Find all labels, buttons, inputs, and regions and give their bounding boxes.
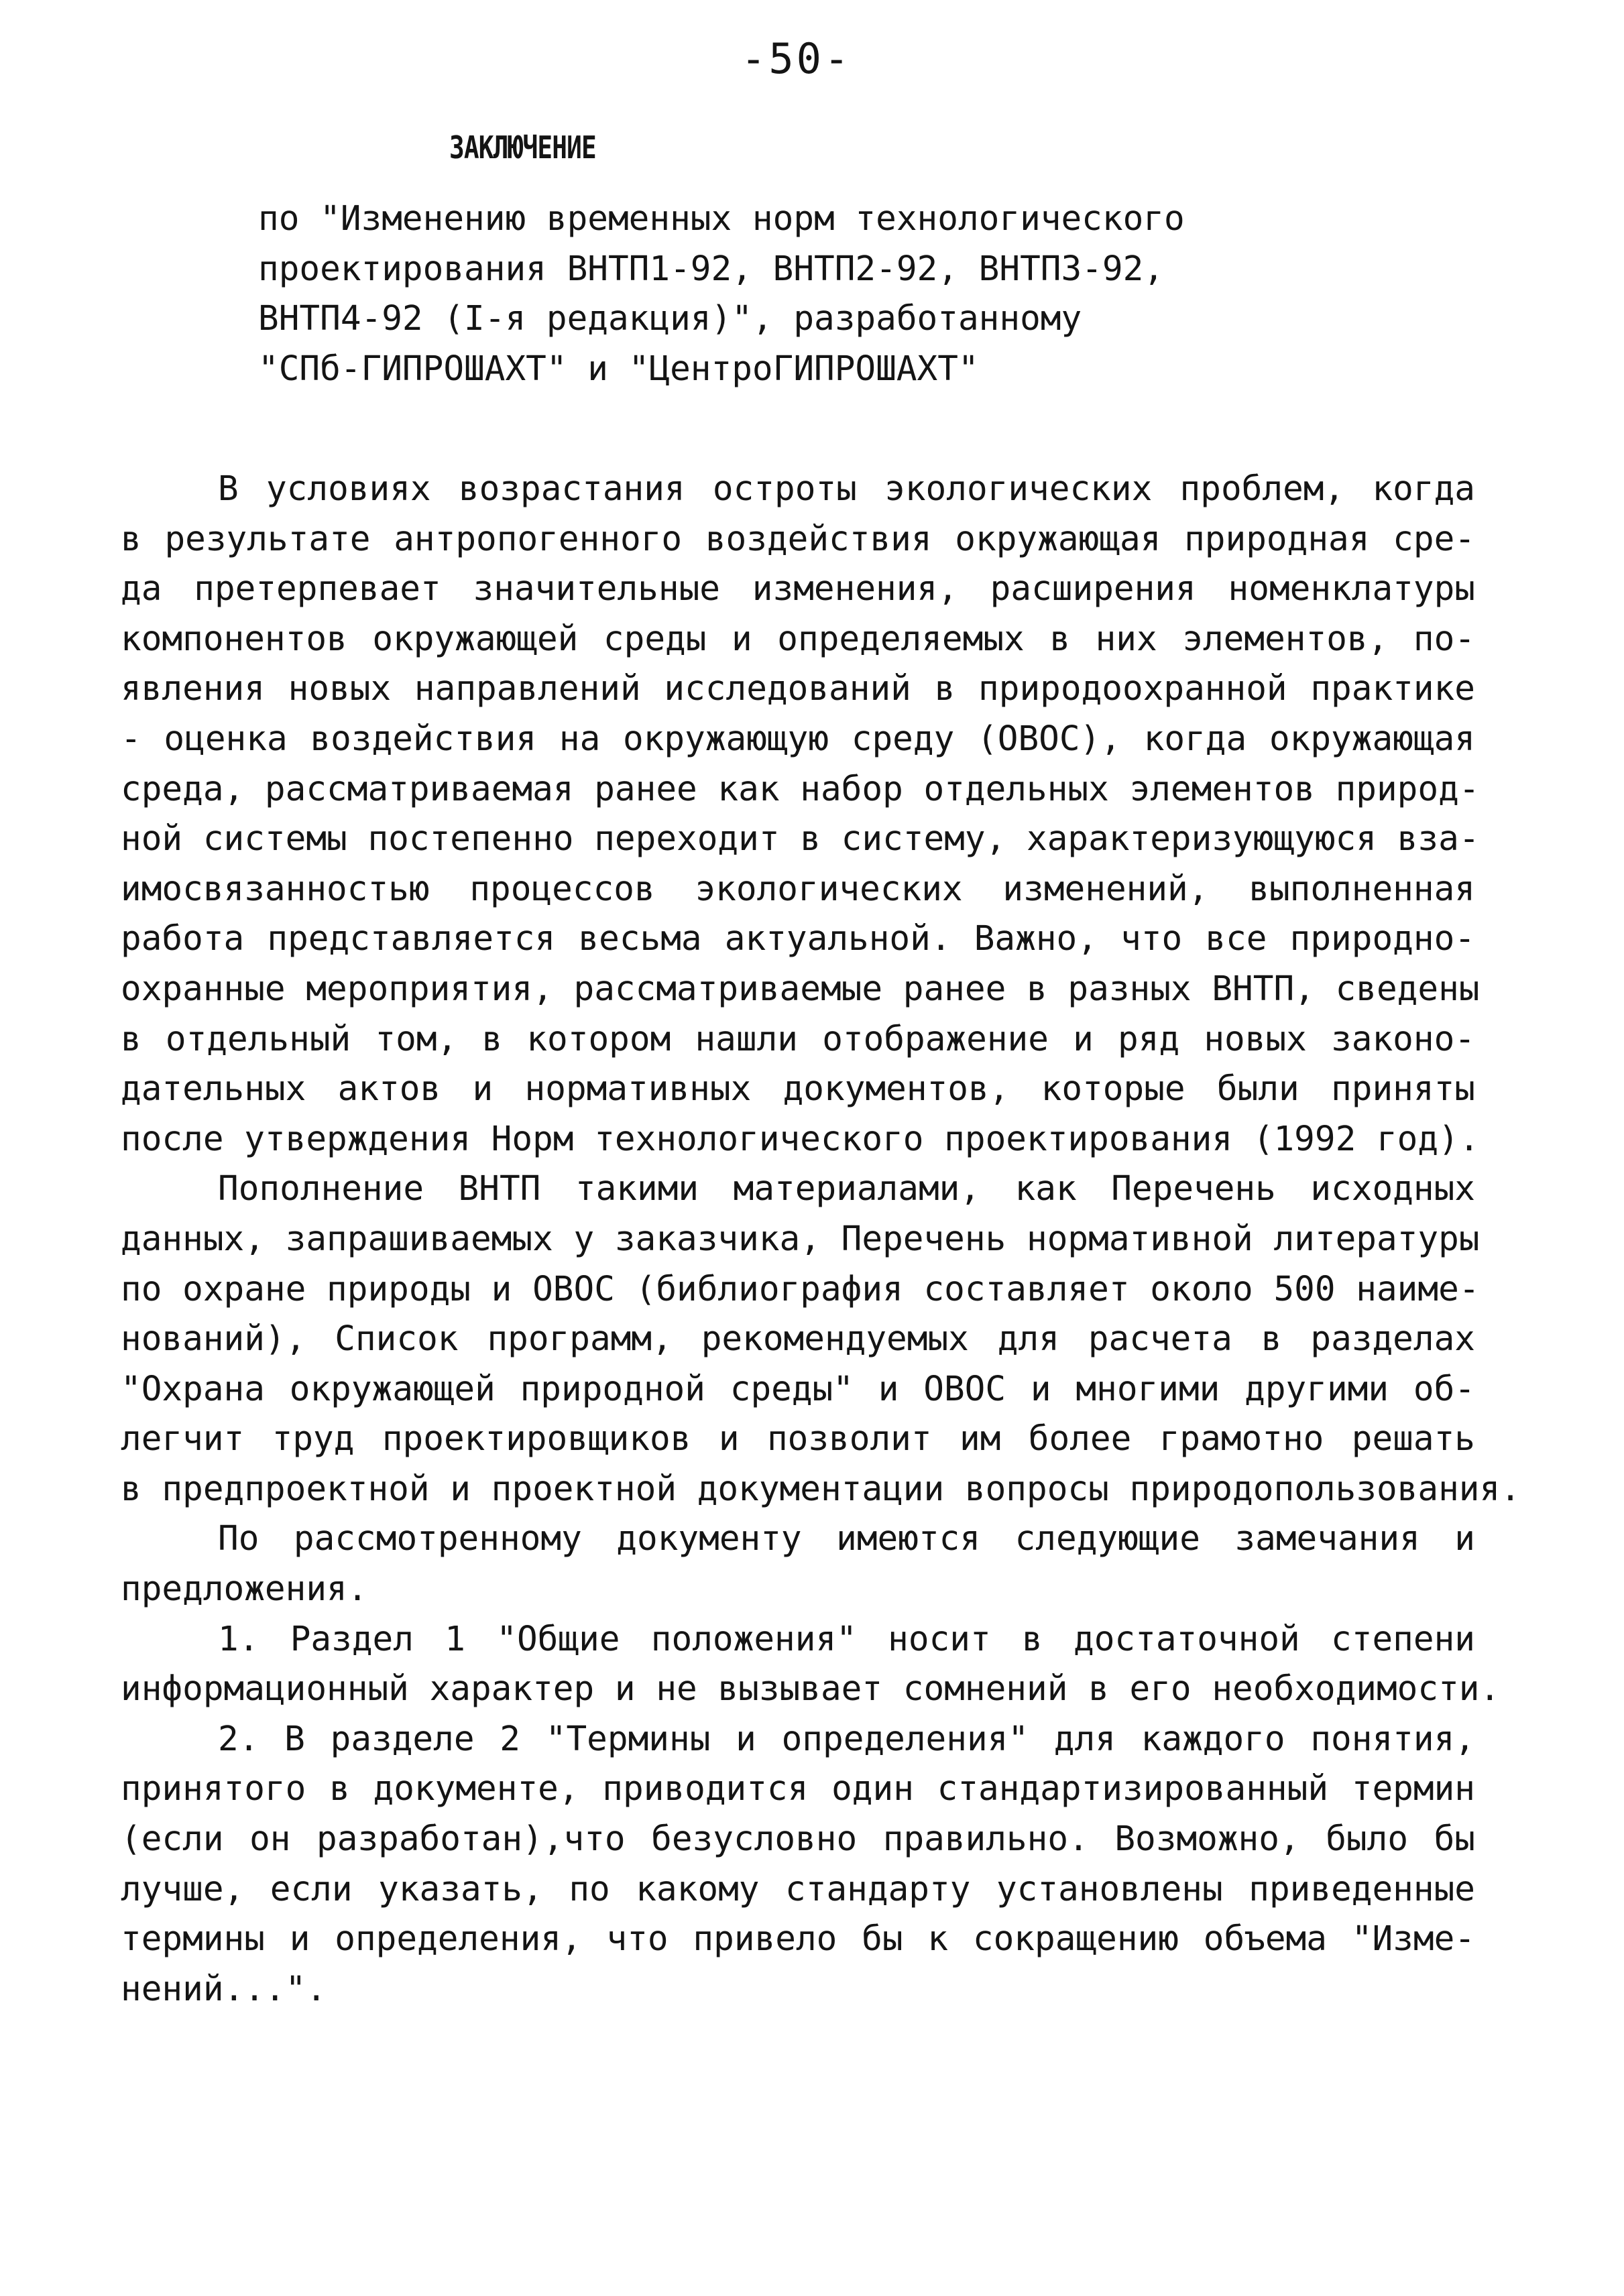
body-line: да претерпевает значительные изменения, расширения номенклатуры (121, 569, 1475, 609)
body-line: данных, запрашиваемых у заказчика, Перечень нормативной литературы (121, 1219, 1480, 1259)
body-line: охранные мероприятия, рассматриваемые ранее в разных ВНТП, сведены (121, 969, 1480, 1009)
body-line: ной системы постепенно переходит в систему, характеризующуюся вза- (121, 819, 1480, 859)
body-line: 1. Раздел 1 "Общие положения" носит в достаточной степени (218, 1619, 1475, 1659)
body-line: 2. В разделе 2 "Термины и определения" для каждого понятия, (218, 1719, 1475, 1759)
subtitle-line: ВНТП4-92 (I-я редакция)", разработанному (258, 299, 1082, 339)
body-line: нований), Список программ, рекомендуемых для расчета в разделах (121, 1319, 1475, 1360)
body-line: работа представляется весьма актуальной. Важно, что все природно- (121, 919, 1475, 959)
body-line: лучше, если указать, по какому стандарту установлены приведенные (121, 1869, 1475, 1909)
subtitle-line: по "Изменению временных норм технологического (258, 199, 1185, 239)
body-line: после утверждения Норм технологического проектирования (1992 год). (121, 1119, 1480, 1159)
body-line: в предпроектной и проектной документации вопросы природопользования. (121, 1469, 1521, 1509)
body-line: По рассмотренному документу имеются следующие замечания и (218, 1519, 1475, 1559)
body-line: легчит труд проектировщиков и позволит им более грамотно решать (121, 1419, 1475, 1459)
body-line: информационный характер и не вызывает сомнений в его необходимости. (121, 1669, 1501, 1709)
body-line: (если он разработан),что безусловно правильно. Возможно, было бы (121, 1819, 1475, 1860)
body-line: имосвязанностью процессов экологических изменений, выполненная (121, 869, 1475, 909)
body-line: предложения. (121, 1569, 368, 1610)
body-line: компонентов окружающей среды и определяемых в них элементов, по- (121, 619, 1475, 659)
body-line: "Охрана окружающей природной среды" и ОВОС и многими другими об- (121, 1369, 1475, 1409)
body-line: явления новых направлений исследований в природоохранной практике (121, 669, 1475, 709)
body-line: - оценка воздействия на окружающую среду (ОВОС), когда окружающая (121, 719, 1475, 759)
body-line: в результате антропогенного воздействия окружающая природная сре- (121, 519, 1475, 559)
body-line: в отдельный том, в котором нашли отображение и ряд новых законо- (121, 1019, 1475, 1059)
body-line: нений...". (121, 1969, 327, 2009)
body-line: Пополнение ВНТП такими материалами, как Перечень исходных (218, 1169, 1475, 1209)
body-line: среда, рассматриваемая ранее как набор отдельных элементов природ- (121, 769, 1480, 809)
body-line: В условиях возрастания остроты экологических проблем, когда (218, 469, 1475, 509)
body-line: термины и определения, что привело бы к сокращению объема "Изме- (121, 1919, 1475, 1959)
document-subtitle (258, 194, 1532, 394)
body-line: по охране природы и ОВОС (библиография составляет около 500 наиме- (121, 1269, 1480, 1309)
subtitle-line: "СПб-ГИПРОШАХТ" и "ЦентроГИПРОШАХТ" (258, 349, 979, 389)
document-body (121, 465, 1529, 2014)
document-heading: ЗАКЛЮЧЕНИЕ (449, 129, 596, 166)
subtitle-line: проектирования ВНТП1-92, ВНТП2-92, ВНТП3-92, (258, 249, 1165, 289)
body-line: дательных актов и нормативных документов, которые были приняты (121, 1069, 1475, 1109)
page-number: -50- (741, 34, 852, 83)
body-line: принятого в документе, приводится один стандартизированный термин (121, 1769, 1475, 1809)
